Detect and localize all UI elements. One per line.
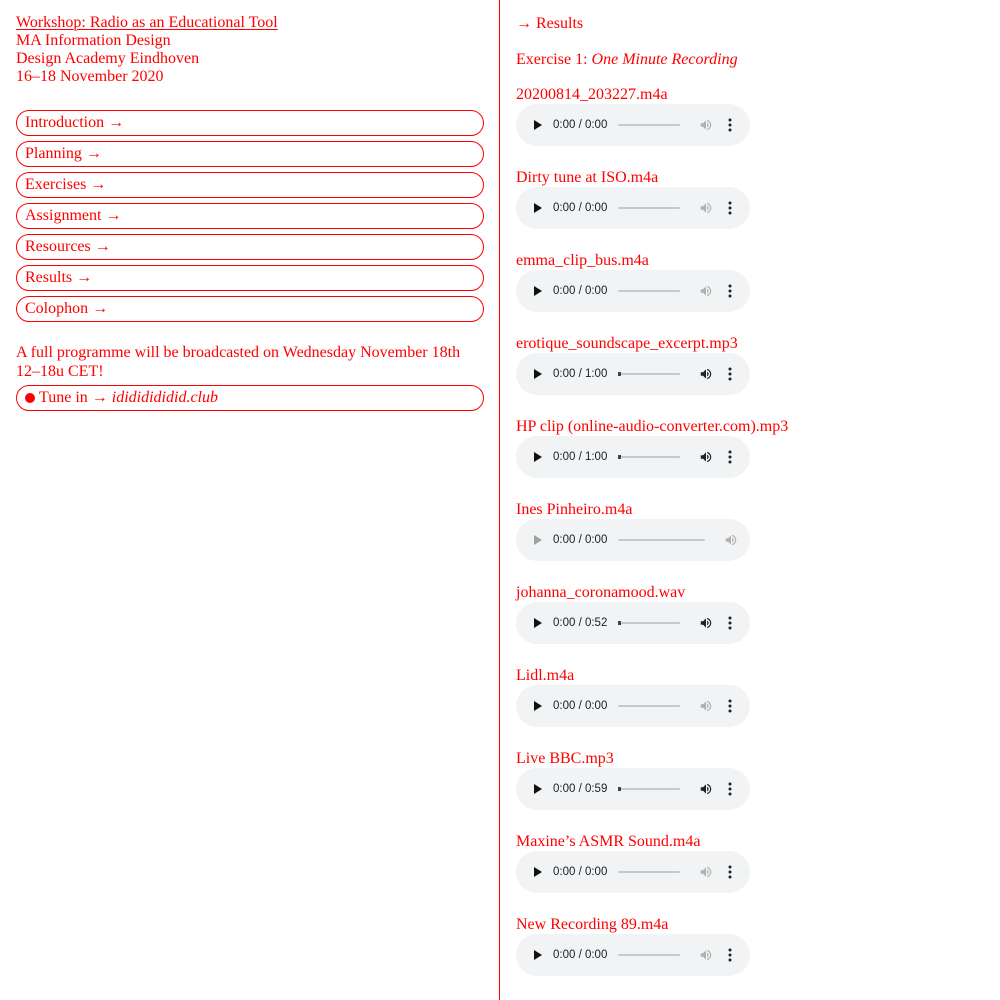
track-name: HP clip (online-audio-converter.com).mp3 (516, 418, 789, 435)
track-item (516, 252, 986, 335)
track-item (516, 418, 986, 501)
more-options-icon[interactable] (727, 284, 733, 298)
audio-player (516, 353, 750, 395)
seek-bar[interactable] (618, 456, 680, 458)
track-name: Dirty tune at ISO.m4a (516, 169, 659, 186)
time-display: 0:00 / 0:00 (553, 285, 608, 297)
play-icon[interactable] (534, 867, 542, 877)
volume-icon[interactable] (724, 533, 738, 547)
time-display: 0:00 / 0:00 (553, 534, 608, 546)
track-item (516, 335, 986, 418)
time-display: 0:00 / 0:00 (553, 700, 608, 712)
seek-thumb[interactable] (618, 787, 621, 791)
track-name: Live BBC.mp3 (516, 750, 614, 767)
volume-icon[interactable] (699, 450, 713, 464)
seek-bar[interactable] (618, 373, 680, 375)
time-display: 0:00 / 1:00 (553, 368, 608, 380)
more-options-icon[interactable] (727, 450, 733, 464)
seek-bar[interactable] (618, 622, 680, 624)
program-name: MA Information Design (16, 32, 171, 49)
nav-assignment[interactable]: Assignment → (16, 203, 484, 229)
seek-thumb[interactable] (618, 621, 621, 625)
exercise-prefix: Exercise 1: (516, 51, 588, 68)
nav-planning[interactable]: Planning → (16, 141, 484, 167)
volume-icon[interactable] (699, 782, 713, 796)
results-heading: → Results (516, 15, 584, 32)
seek-bar[interactable] (618, 207, 680, 209)
audio-player (516, 685, 750, 727)
time-display: 0:00 / 0:52 (553, 617, 608, 629)
volume-icon[interactable] (699, 284, 713, 298)
volume-icon[interactable] (699, 948, 713, 962)
more-options-icon[interactable] (727, 699, 733, 713)
main-nav (16, 110, 484, 322)
audio-player (516, 187, 750, 229)
time-display: 0:00 / 0:59 (553, 783, 608, 795)
seek-bar[interactable] (618, 954, 680, 956)
volume-icon[interactable] (699, 616, 713, 630)
track-name: johanna_coronamood.wav (516, 584, 686, 601)
play-icon[interactable] (534, 784, 542, 794)
column-divider (499, 0, 500, 1000)
track-item (516, 916, 986, 999)
play-icon[interactable] (534, 618, 542, 628)
time-display: 0:00 / 0:00 (553, 866, 608, 878)
header (16, 14, 484, 86)
volume-icon[interactable] (699, 367, 713, 381)
audio-player (516, 768, 750, 810)
workshop-dates: 16–18 November 2020 (16, 68, 164, 85)
exercise-title: One Minute Recording (591, 51, 738, 68)
volume-icon[interactable] (699, 201, 713, 215)
nav-resources[interactable]: Resources → (16, 234, 484, 260)
tune-in-label: Tune in → (39, 389, 108, 406)
seek-bar[interactable] (618, 871, 680, 873)
tune-in-site: idididididid.club (111, 389, 218, 406)
track-list (516, 86, 986, 999)
tune-in-button[interactable] (16, 385, 484, 411)
play-icon[interactable] (534, 120, 542, 130)
time-display: 0:00 / 0:00 (553, 202, 608, 214)
live-dot-icon (25, 393, 35, 403)
play-icon[interactable] (534, 950, 542, 960)
track-name: Lidl.m4a (516, 667, 575, 684)
seek-bar[interactable] (618, 539, 705, 541)
volume-icon[interactable] (699, 699, 713, 713)
track-item (516, 833, 986, 916)
audio-player (516, 934, 750, 976)
volume-icon[interactable] (699, 865, 713, 879)
volume-icon[interactable] (699, 118, 713, 132)
seek-bar[interactable] (618, 788, 680, 790)
seek-thumb[interactable] (618, 372, 621, 376)
track-item (516, 750, 986, 833)
track-item (516, 584, 986, 667)
track-item (516, 501, 986, 584)
audio-player (516, 436, 750, 478)
play-icon[interactable] (534, 286, 542, 296)
more-options-icon[interactable] (727, 367, 733, 381)
exercise-heading (516, 50, 986, 69)
track-name: Ines Pinheiro.m4a (516, 501, 633, 518)
audio-player (516, 270, 750, 312)
nav-results[interactable]: Results → (16, 265, 484, 291)
time-display: 0:00 / 0:00 (553, 119, 608, 131)
track-item (516, 667, 986, 750)
audio-player (516, 851, 750, 893)
more-options-icon[interactable] (727, 201, 733, 215)
institution-name: Design Academy Eindhoven (16, 50, 200, 67)
nav-colophon[interactable]: Colophon → (16, 296, 484, 322)
audio-player (516, 519, 750, 561)
time-display: 0:00 / 1:00 (553, 451, 608, 463)
more-options-icon[interactable] (727, 616, 733, 630)
seek-bar[interactable] (618, 290, 680, 292)
play-icon[interactable] (534, 701, 542, 711)
audio-player (516, 104, 750, 146)
left-column (16, 14, 484, 411)
more-options-icon[interactable] (727, 118, 733, 132)
right-column (516, 14, 986, 999)
more-options-icon[interactable] (727, 865, 733, 879)
seek-bar[interactable] (618, 705, 680, 707)
broadcast-announcement: A full programme will be broadcasted on Wednesday November 18th 12–18u CET! (16, 344, 461, 380)
play-icon[interactable] (534, 452, 542, 462)
track-name: emma_clip_bus.m4a (516, 252, 649, 269)
more-options-icon[interactable] (727, 948, 733, 962)
play-icon[interactable] (534, 203, 542, 213)
workshop-title-link[interactable]: Workshop: Radio as an Educational Tool (16, 14, 278, 31)
nav-exercises[interactable]: Exercises → (16, 172, 484, 198)
seek-thumb[interactable] (618, 455, 621, 459)
play-icon[interactable] (534, 535, 542, 545)
time-display: 0:00 / 0:00 (553, 949, 608, 961)
track-item (516, 169, 986, 252)
track-name: New Recording 89.m4a (516, 916, 669, 933)
play-icon[interactable] (534, 369, 542, 379)
more-options-icon[interactable] (727, 782, 733, 796)
seek-bar[interactable] (618, 124, 680, 126)
track-name: erotique_soundscape_excerpt.mp3 (516, 335, 738, 352)
track-name: Maxine’s ASMR Sound.m4a (516, 833, 701, 850)
audio-player (516, 602, 750, 644)
track-name: 20200814_203227.m4a (516, 86, 668, 103)
nav-introduction[interactable]: Introduction → (16, 110, 484, 136)
track-item (516, 86, 986, 169)
